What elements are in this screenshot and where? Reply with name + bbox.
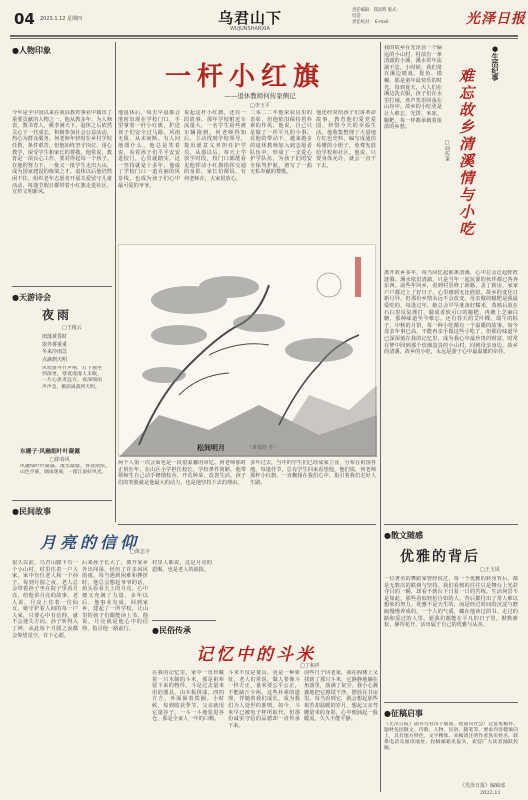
poem-line: 点滴到天明 [42,356,68,363]
issue-date: 2023.1.12 星期四 [40,16,83,22]
section-title: 乌君山下 [217,9,282,27]
life-body-lower: 离开故乡多年，每当回忆起那条清溪，心中总会泛起阵阵涟漪。溪水依旧清澈，只是当年一起玩耍的伙伴都已各奔东西。前些年回乡，看到村里修了新路，盖了新房，家家户户都过上了好日子，心里感到无比欣慰。故乡的变化日新月异，但那份乡情永远不会改变。母亲做的糍粑是我最爱吃的，每逢过年，她总会早早准备好糯米，蒸熟后放在石臼里反复捶打，做成香软可口的糍粑，再蘸上芝麻白糖，那种味道至今难忘。还有春天的艾叶粿、端午的粽子、中秋的月饼，每一种小吃都有一个温暖的故事。如今母亲年事已高，不能再亲手做这些小吃了，但那份味道早已深深刻在我的记忆里，成为我心中最珍贵的财富，时常在梦中回到那个炊烟袅袅的小山村，回到母亲身边。故乡的清溪，故乡的小吃，永远是游子心中最温暖的牵挂。 [384,270,518,356]
prose-author: □王玉凤 [480,567,500,573]
folk2-label-text: ●民俗传承 [152,626,191,635]
feature-subtitle: ——退休教师何传家侧记 [224,92,296,100]
poem-body-more: 风吹窗外竹声响，灯下独坐到深更。寒夜漫漫人未眠，一片心思寄远方。夜深细雨声声急，檐前滴落到天明。 [42,366,102,390]
masthead-rule [10,35,518,37]
right-divider [384,524,518,525]
notice-footer-date: 2022.11 [480,790,501,796]
folk-label-text: ●民间故事 [12,507,51,516]
person-label-text: ●人物印象 [12,46,51,55]
painting [118,244,376,456]
left-column-separator [115,42,116,522]
poem2-author: □徐春风 [50,457,70,463]
life-author: □何传家 [444,140,450,161]
email: E-mail： [374,20,393,25]
poem2-title: 东栅子·风融细叶叶凝露 [20,449,80,455]
feature-col-lower-1: 两个人第一次会面也是一段很温馨的回忆。何老师那时正值壮年，在山区小学担任校长，学校条件简陋，他带领师生自己动手修缮校舍，开荒种菜，改善生活。孩子们的笑脸就是他最大的动力，也是他坚持下去的理由。 [118,460,246,486]
folk-section-label [12,506,51,517]
feature-col-2: 说起这杆小红旗，还有一段故事。那年学校附近车流量大，一名学生险些被车辆撞到。何老师得知后，主动找到学校领导，提出愿意义务担任护学员。从那以后，每天上学放学时段，校门口都能看见他挥动小红旗指挥交通的身影。家长们都说，有何老师在，大家很放心。 [184,110,246,182]
moon-author: □黄志宇 [130,549,150,555]
landscape-painting-image [119,245,377,457]
life-label-text: ●生活纪事 [491,45,499,81]
prose-body: 一位著名的舞蹈家曾经说过，每一个优雅的转身背后，都是无数次的跌倒与坚持。我们看到的往往只是舞台上光彩夺目的一瞬，却看不到台下日复一日的苦练。生活何尝不是如此，那些看似轻松自如的人，背后都付出了常人难以想象的努力。优雅不是天生的，而是经过时间的沉淀与磨砺慢慢养成的。一个人的气质，藏在他读过的书、走过的路和爱过的人里。愿我们都能在平凡的日子里，默默耕耘，静待花开，活出属于自己的优雅与从容。 [384,576,518,629]
poem-author: □王俊云 [62,325,82,331]
masthead-rule-thin [10,38,518,39]
measure-author: □丁和祥 [300,663,320,669]
poem-lines [42,334,67,364]
feature-col-lower-2: 多年过去，当年的学生们已经成家立业，分布在祖国各地。每逢佳节，总有学生回来看望他，他们说，何老师那杆小红旗，一直飘扬在我们心中，指引着我们走好人生路。 [250,460,376,486]
moon-col-3: 村里人都说，这是月亮的恩赐，也是老人的福报。 [152,560,212,573]
editors: 责任编辑：郑清辉 版式： [352,8,401,13]
left-article-body: 今年是全中国以来在我县教育事业中做出了重要贡献的人物之一。他从教多年，为人师表，教书育人，桃李满天下。退休之后依然关心下一代成长，积极参加社会公益活动，热心为群众服务。何老师年轻时在乡村学校任教，条件艰苦，但他始终坚守岗位，用心教学，深受学生和家长的尊敬。他常说，教育是一项良心工作，要对得起每一个孩子。在他的努力下，一批又一批学生走出大山，成为国家建设的栋梁之才。退休以后他仍然闲不住，组织老年志愿者开展关爱留守儿童活动，每逢节假日都带着小红旗走进社区，宣传文明新风。 [12,110,112,196]
notice-label-text: ●征稿启事 [384,709,423,718]
measure-col-1: 在我的记忆里，家中一直珍藏着一只木制的斗米，那是祖辈留下来的物件。斗是过去量米用的器具，由木板拼成，四四方方，外面箍着铁圈。小时候，每到收获季节，父亲就用它量谷子，一斗一斗地装进谷仓，那是全家人一年的口粮。 [152,670,224,723]
person-section-label [12,45,51,56]
prose-label-text: ●散文随感 [384,531,423,540]
feature-col-4: 他还经常给孩子们讲革命故事，教育他们爱党爱国，珍惜今天的幸福生活。他收集整理了大量地方红色史料，编写成通俗易懂的小册子，免费发放给学校和社区。他说，只要身体允许，就会一直干下去。 [316,110,376,169]
folk2-section-label [152,625,191,636]
life-body-top: 我的故乡在光泽县一个偏远的小山村，村前有一条清澈的小溪，溪水常年流淌不息。小时候，我们常在溪边嬉戏、捉鱼、摸螺，那是童年最快乐的时光。每到夏天，大人们在溪边洗衣服，孩子们在水里打闹，欢声笑语回荡在山谷中。故乡的小吃更是让人难忘，光饼、米冻、糍粑，每一样都承载着浓浓的乡愁。 [384,45,442,131]
measure-col-2: 斗米不仅是量具，更是一种象征。老人们常说，做人要像斗一样方正，量米要公平公正，不能缺斤少两。这些朴素的道理，伴随着我们成长，成为我们为人处世的准则。如今，斗米早已被电子秤所取代，但那份诚实守信的品德却一直传承下来。 [228,670,300,729]
moon-col-1: 很久以前，乌君山脚下有一个小山村，村里住着一户人家，家中有位老人和一个孙子。每到月圆之夜，老人总会带着孙子坐在院子里看月亮，给他讲月亮的故事。老人说，月亮上住着一位仙女，她守护着人间的每一户人家，只要心中有信仰，就不会迷失方向。孙子听得入了神，从此每个月圆之夜都会仰望星空，许下心愿。 [12,560,78,639]
paper-logo: 光泽日报 [466,11,526,27]
bottom-left-divider [152,620,216,621]
measure-title: 记忆中的斗米 [196,645,316,665]
measure-col-3: 前些日子回老家，我在阁楼上又找到了那只斗米，它静静地躺在角落里，落满了灰尘。我小心翼翼地把它擦拭干净，摆放在书房里。每当看到它，就会想起那些艰苦却温暖的岁月，想起父亲弯腰量米的身影，心中便涌起一股暖流，久久不能平静。 [304,670,378,723]
poem-section-label [12,292,51,303]
notice-body: 《光泽日报》副刊乌君山下版面，现面向社会广泛征集稿件。题材包括散文、诗歌、人物、民俗、随笔等，要求内容健康向上，具有地方特色，文字精练。来稿请注明作者真实姓名、联系电话及通讯地址。投稿邮箱见报头，欢迎广大读者踊跃投稿。 [384,722,518,751]
section-pinyin: WUJUNSHANXIA [230,26,270,32]
prose-bottom-rule [384,702,518,703]
left-divider-1 [12,286,112,287]
moon-title: 月亮的信仰 [40,533,141,552]
page-number: 04 [14,10,35,28]
poem-line: 窗外雾重重 [42,341,68,348]
life-section-label [480,45,510,81]
notice-footer: 《光泽日报》编辑部 [460,783,506,789]
painting-caption: 松间明月 [197,443,225,452]
editor-info [352,8,462,26]
proofreader: 责任校对： [352,20,374,25]
prose-section-label [384,530,423,541]
poem2-body: 风融细叶叶凝露，流水潺潺，春意渐浓。山色空蒙，烟雨迷离，一派江南好风光。 [20,464,110,475]
feature-author: □李玉平 [250,103,270,109]
phone: 电话： [352,14,365,19]
feature-bottom-rule [118,524,376,525]
moon-col-2: 后来孙子长大了，离开家乡外出闯荡，经历了许多风风雨雨。每当遇到困难和挫折时，他总会想起爷爷的话，抬头看看天上的月亮，心中便又充满了力量。多年以后，他事业有成，回到家乡，建起了一所学校，让山里的孩子们都能读上书。他说，月亮就是他心中的信仰，指引他一路前行。 [82,560,148,632]
poem-label-text: ●天游诗会 [12,293,51,302]
proof-line [352,20,462,26]
feature-col-3: 二零二二年他荣获县里的表彰，但他依旧保持着朴素的作风。他说，自己只是做了一件平凡的小事。在他的带动下，越来越多的退休教师加入到志愿者队伍中，形成了一支爱心护学队伍，为孩子们的安全保驾护航，谱写了一曲无私奉献的赞歌。 [250,110,312,176]
prose-title: 优雅的背后 [400,549,480,565]
left-divider-2 [12,500,112,501]
feature-title: 一杆小红旗 [164,62,325,92]
poem-title: 夜雨 [42,308,73,322]
notice-section-label [384,708,423,719]
painting-artist: （黄福珍 作） [247,445,279,451]
life-vertical-title: 难忘故乡清溪情与小吃 [457,68,475,238]
poem-line: 冬来冷雨急 [42,349,68,355]
poem-line: 雨落黄昏时 [42,334,68,340]
feature-col-1: 他退休后，每天早晨都会准时出现在学校门口，手里拿着一杆小红旗，护送孩子们安全过马路。风雨无阻，从未间断。有人问他图什么，他总是笑着说，看着孩子们平平安安进校门，心里就踏实。这一坚持就是十多年，他成了学校门口一道亮丽的风景线，也成为孩子们心中最可爱的爷爷。 [118,110,180,189]
right-column-separator [380,42,381,792]
